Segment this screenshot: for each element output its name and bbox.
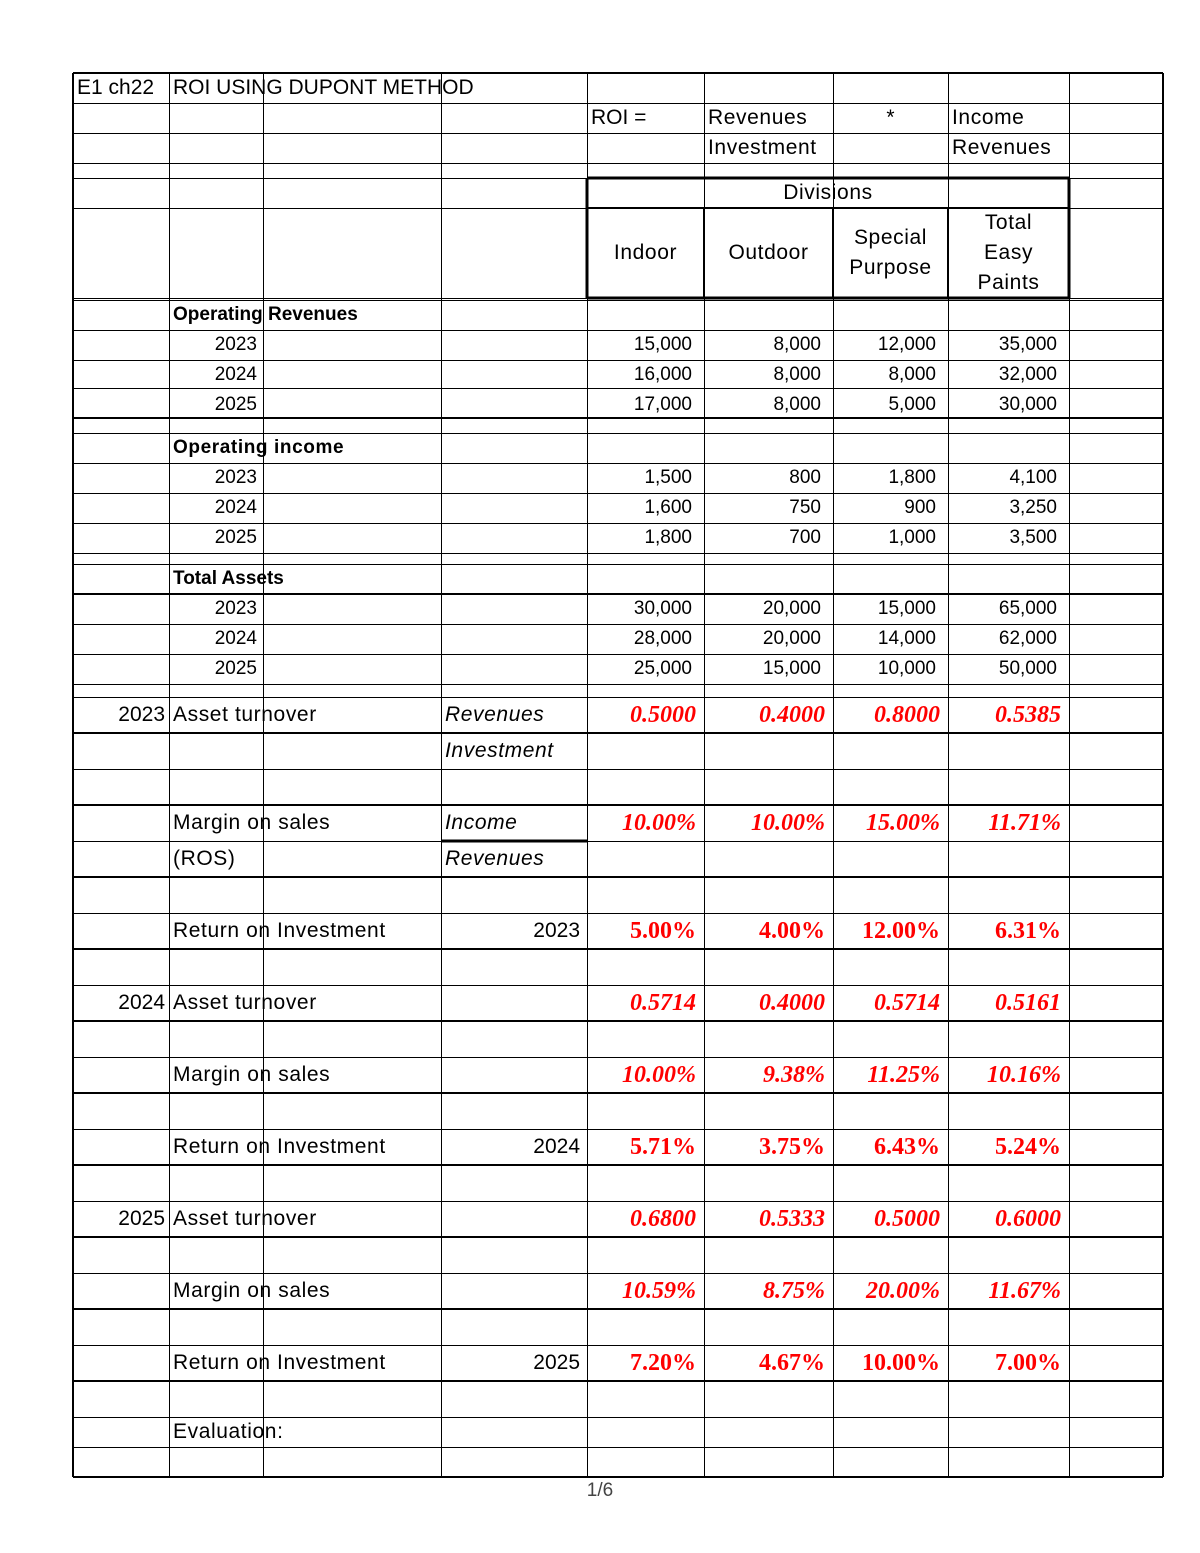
margin-2024-col-2: 9.38% <box>763 1061 825 1088</box>
roi-2023-year: 2023 <box>533 919 580 942</box>
income-2024-col-2: 750 <box>789 497 821 518</box>
formula-income-numerator: Income <box>952 106 1025 129</box>
income-2024-col-1: 1,600 <box>644 497 692 518</box>
income-2025-col-1: 1,800 <box>644 527 692 548</box>
revenue-2025-col-3: 5,000 <box>888 394 936 415</box>
column-header-outdoor: Outdoor <box>728 241 809 264</box>
revenue-2023-col-2: 8,000 <box>773 334 821 355</box>
assets-2024-col-3: 14,000 <box>877 628 936 649</box>
revenue-2023-col-3: 12,000 <box>877 334 936 355</box>
assets-2025-col-3: 10,000 <box>877 658 936 679</box>
evaluation-label: Evaluation: <box>173 1420 284 1443</box>
asset-turnover-2023-col-3: 0.8000 <box>874 701 940 728</box>
asset-turnover-2024-col-3: 0.5714 <box>874 989 940 1016</box>
revenue-2023-col-1: 15,000 <box>633 334 692 355</box>
revenue-2025-col-4: 30,000 <box>998 394 1057 415</box>
column-header-special-purpose: Special Purpose <box>849 226 932 279</box>
roi-2025-year: 2025 <box>533 1351 580 1374</box>
revenue-2024-col-2: 8,000 <box>773 364 821 385</box>
margin-2024-col-1: 10.00% <box>622 1061 696 1088</box>
asset-turnover-2025-col-2: 0.5333 <box>759 1205 825 1232</box>
year-2024-label: 2024 <box>118 991 165 1014</box>
margin-2024-col-3: 11.25% <box>867 1061 940 1088</box>
revenue-2025-col-1: 17,000 <box>633 394 692 415</box>
margin-2023-label: Margin on sales <box>173 811 331 834</box>
revenue-2024-col-4: 32,000 <box>998 364 1057 385</box>
roi-2025-col-4: 7.00% <box>995 1349 1061 1376</box>
assets-2023-col-4: 65,000 <box>998 598 1057 619</box>
income-2023-col-3: 1,800 <box>888 467 936 488</box>
roi-2025-col-1: 7.20% <box>630 1349 696 1376</box>
roi-2023-col-4: 6.31% <box>995 917 1061 944</box>
margin-denominator: Revenues <box>445 847 545 870</box>
asset-turnover-2023-label: Asset turnover <box>173 703 317 726</box>
asset-turnover-2023-col-1: 0.5000 <box>630 701 696 728</box>
divisions-header: Divisions <box>783 181 873 204</box>
roi-2023-col-2: 4.00% <box>759 917 825 944</box>
asset-turnover-2025-label: Asset turnover <box>173 1207 317 1230</box>
operating-income-label: Operating income <box>173 437 345 458</box>
margin-2023-col-1: 10.00% <box>622 809 696 836</box>
income-2025-col-2: 700 <box>789 527 821 548</box>
revenue-year-2025: 2025 <box>214 394 257 415</box>
income-2025-col-3: 1,000 <box>888 527 936 548</box>
roi-2025-label: Return on Investment <box>173 1351 386 1374</box>
asset-turnover-2024-col-2: 0.4000 <box>759 989 825 1016</box>
revenue-2024-col-1: 16,000 <box>633 364 692 385</box>
assets-2025-col-4: 50,000 <box>998 658 1057 679</box>
assets-2024-col-1: 28,000 <box>633 628 692 649</box>
revenue-2025-col-2: 8,000 <box>773 394 821 415</box>
formula-multiply-operator: * <box>886 106 895 129</box>
income-2025-col-4: 3,500 <box>1009 527 1057 548</box>
roi-2024-col-3: 6.43% <box>874 1133 940 1160</box>
income-2024-col-3: 900 <box>904 497 936 518</box>
asset-turnover-numerator: Revenues <box>445 703 545 726</box>
asset-turnover-denominator: Investment <box>445 739 554 762</box>
asset-turnover-2023-col-2: 0.4000 <box>759 701 825 728</box>
roi-2023-label: Return on Investment <box>173 919 386 942</box>
margin-2024-label: Margin on sales <box>173 1063 331 1086</box>
roi-2023-col-1: 5.00% <box>630 917 696 944</box>
assets-2023-col-2: 20,000 <box>762 598 821 619</box>
margin-2023-col-3: 15.00% <box>866 809 940 836</box>
margin-2023-col-4: 11.71% <box>988 809 1061 836</box>
income-year-2025: 2025 <box>214 527 257 548</box>
column-header-indoor: Indoor <box>613 241 678 264</box>
roi-2024-col-1: 5.71% <box>630 1133 696 1160</box>
assets-year-2024: 2024 <box>214 628 257 649</box>
income-year-2023: 2023 <box>214 467 257 488</box>
income-2024-col-4: 3,250 <box>1009 497 1057 518</box>
sheet-title: ROI USING DUPONT METHOD <box>173 76 474 99</box>
assets-year-2023: 2023 <box>214 598 257 619</box>
assets-2023-col-1: 30,000 <box>633 598 692 619</box>
column-header-total: Total Easy Paints <box>977 211 1040 294</box>
margin-2025-col-3: 20.00% <box>866 1277 940 1304</box>
assets-2023-col-3: 15,000 <box>877 598 936 619</box>
margin-2023-col-2: 10.00% <box>751 809 825 836</box>
asset-turnover-2024-label: Asset turnover <box>173 991 317 1014</box>
income-2023-col-1: 1,500 <box>644 467 692 488</box>
asset-turnover-2025-col-3: 0.5000 <box>874 1205 940 1232</box>
roi-2024-col-4: 5.24% <box>995 1133 1061 1160</box>
ros-label: (ROS) <box>173 847 236 870</box>
exercise-code: E1 ch22 <box>77 76 155 99</box>
margin-2025-col-2: 8.75% <box>763 1277 825 1304</box>
income-2023-col-2: 800 <box>789 467 821 488</box>
income-2023-col-4: 4,100 <box>1009 467 1057 488</box>
asset-turnover-2024-col-4: 0.5161 <box>995 989 1061 1016</box>
roi-2025-col-2: 4.67% <box>759 1349 825 1376</box>
margin-numerator: Income <box>445 811 518 834</box>
page-number: 1/6 <box>586 1480 614 1501</box>
assets-2025-col-2: 15,000 <box>762 658 821 679</box>
roi-formula-label: ROI = <box>591 106 647 129</box>
asset-turnover-2023-col-4: 0.5385 <box>995 701 1061 728</box>
formula-revenues-numerator: Revenues <box>708 106 808 129</box>
roi-2023-col-3: 12.00% <box>862 917 940 944</box>
assets-2024-col-4: 62,000 <box>998 628 1057 649</box>
revenue-2023-col-4: 35,000 <box>998 334 1057 355</box>
year-2025-label: 2025 <box>118 1207 165 1230</box>
total-assets-label: Total Assets <box>173 568 284 589</box>
revenue-year-2024: 2024 <box>214 364 257 385</box>
roi-2024-col-2: 3.75% <box>759 1133 825 1160</box>
margin-2025-label: Margin on sales <box>173 1279 331 1302</box>
roi-2025-col-3: 10.00% <box>862 1349 940 1376</box>
year-2023-label: 2023 <box>118 703 165 726</box>
assets-year-2025: 2025 <box>214 658 257 679</box>
formula-revenues-denominator: Revenues <box>952 136 1052 159</box>
asset-turnover-2025-col-1: 0.6800 <box>630 1205 696 1232</box>
asset-turnover-2025-col-4: 0.6000 <box>995 1205 1061 1232</box>
operating-revenues-label: Operating Revenues <box>173 304 358 325</box>
assets-2025-col-1: 25,000 <box>633 658 692 679</box>
income-year-2024: 2024 <box>214 497 257 518</box>
roi-2024-year: 2024 <box>533 1135 580 1158</box>
revenue-year-2023: 2023 <box>214 334 257 355</box>
margin-2024-col-4: 10.16% <box>987 1061 1061 1088</box>
roi-2024-label: Return on Investment <box>173 1135 386 1158</box>
assets-2024-col-2: 20,000 <box>762 628 821 649</box>
formula-investment-denominator: Investment <box>708 136 817 159</box>
revenue-2024-col-3: 8,000 <box>888 364 936 385</box>
margin-2025-col-1: 10.59% <box>622 1277 696 1304</box>
asset-turnover-2024-col-1: 0.5714 <box>630 989 696 1016</box>
margin-2025-col-4: 11.67% <box>988 1277 1061 1304</box>
